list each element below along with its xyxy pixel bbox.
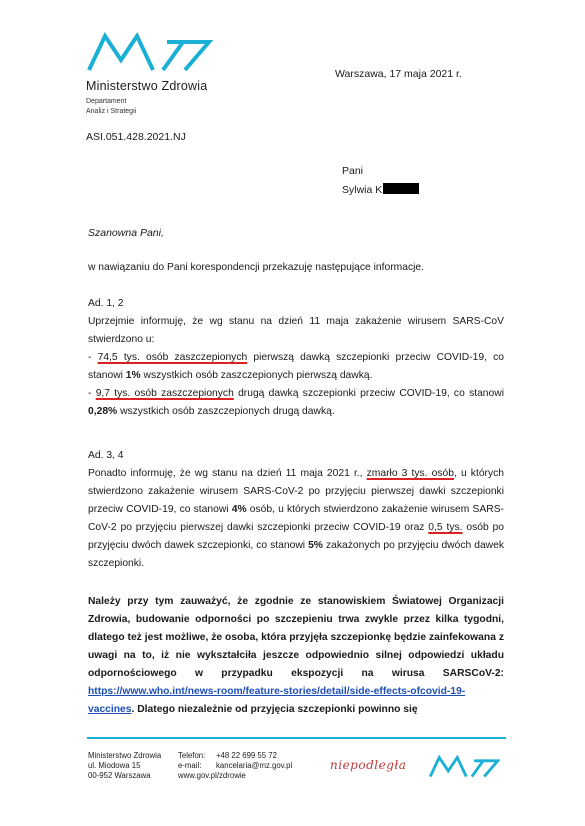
- section-heading: Ad. 1, 2: [88, 298, 124, 309]
- letter-date: Warszawa, 17 maja 2021 r.: [335, 68, 462, 80]
- highlight-two-doses: 0,5 tys.: [428, 522, 463, 533]
- intro-paragraph: w nawiązaniu do Pani korespondencji przekazuję następujące informacje.: [88, 262, 424, 273]
- ministry-logo-icon: [428, 754, 500, 780]
- section-ad-1-2: Ad. 1, 2 Uprzejmie informuję, że wg stanu na dzień 11 maja zakażenie wirusem SARS-CoV stwierdzono u: - 74,5 tys. osób zaszczepionych pierwszą dawką szczepionki przeciw COVID-19, co stanowi 1% wszystkich osób zaszczepionych pierwszą dawką. - 9,7 tys. osób zaszczepionych drugą dawką szczepionki przeciw COVID-19, co stanowi 0,28% wszystkich osób zaszczepionych drugą dawką.: [88, 295, 504, 421]
- footer-address: Ministerstwo Zdrowia ul. Miodowa 15 00-952 Warszawa: [88, 751, 162, 780]
- section-ad-3-4: Ad. 3, 4 Ponadto informuję, że wg stanu na dzień 11 maja 2021 r., zmarło 3 tys. osób, u których stwierdzono zakażenie wirusem SARS-CoV-2 po przyjęciu pierwszej dawki szczepionki przeciw COVID-19, co stanowi 4% osób, u których stwierdzono zakażenie wirusem SARS-CoV-2 po przyjęciu pierwszej dawki szczepionki przeciw COVID-19 oraz 0,5 tys. osób po przyjęciu dwóch dawek szczepionki, co stanowi 5% zakażonych po przyjęciu dwóch dawek szczepionki.: [88, 447, 504, 573]
- org-name: Ministerstwo Zdrowia: [86, 79, 208, 93]
- highlight-second-dose: 9,7 tys. osób zaszczepionych: [95, 388, 234, 399]
- footer-contact-values: +48 22 699 55 72 kancelaria@mz.gov.pl: [216, 751, 293, 770]
- ministry-logo-icon: [85, 30, 213, 76]
- footer-divider: [87, 737, 506, 739]
- footer-contact-labels: Telefon: e-mail:: [178, 751, 206, 770]
- independence-signature: niepodległa: [330, 758, 407, 772]
- footer-website: www.gov.pl/zdrowie: [178, 771, 246, 780]
- who-link[interactable]: https://www.who.int/news-room/feature-stories/detail/side-effects-ofcovid-19-vaccines: [88, 686, 466, 715]
- recipient-title: Pani: [342, 165, 364, 177]
- who-paragraph: Należy przy tym zauważyć, że zgodnie ze stanowiskiem Światowej Organizacji Zdrowia, budowanie odporności po szczepieniu trwa zwykle przez kilka tygodni, dlatego też jest możliwe, że osoba, która przyjęła szczepionkę będzie zainfekowana z uwagi na to, iż nie wykształciła jeszcze odpowiednio silnej odpowiedzi układu odpornościowego w przypadku ekspozycji na wirusa SARSCoV-2: https://www.who.int/news-room/feature-stories/detail/side-effects-ofcovid-19-vaccines. Dlatego niezależnie od przyjęcia szczepionki powinno się: [88, 596, 504, 715]
- department-name: Departament Analiz i Strategii: [86, 98, 137, 115]
- section-heading: Ad. 3, 4: [88, 450, 124, 461]
- highlight-deaths: zmarło 3 tys. osób: [366, 468, 454, 479]
- highlight-first-dose: 74,5 tys. osób zaszczepionych: [97, 352, 248, 363]
- recipient-name: Sylwia K: [342, 183, 419, 196]
- salutation: Szanowna Pani,: [88, 227, 164, 239]
- reference-number: ASI.051.428.2021.NJ: [86, 131, 186, 143]
- redaction-bar: [383, 183, 419, 194]
